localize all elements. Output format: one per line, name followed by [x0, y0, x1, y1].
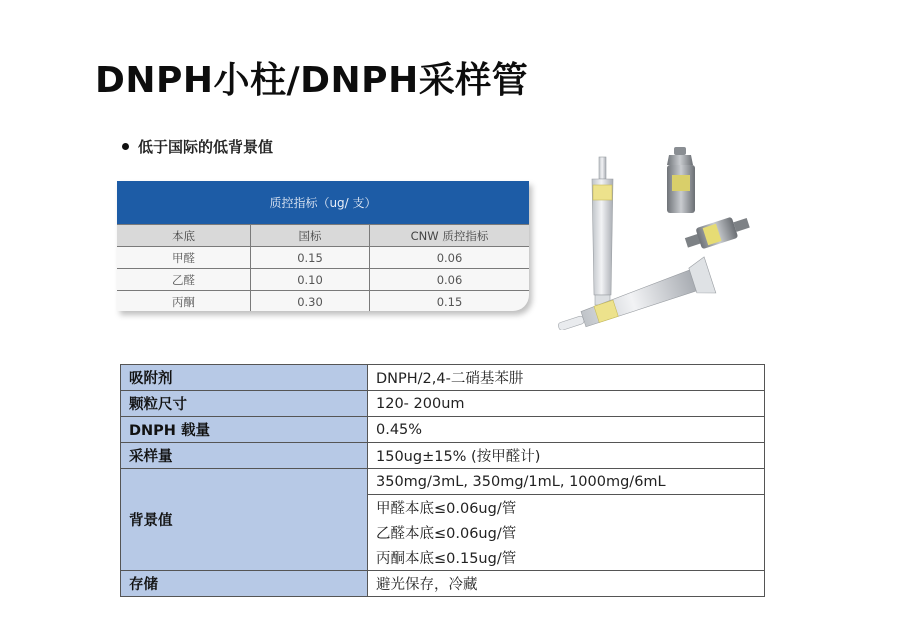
qc-col-header: 国标 — [251, 225, 370, 247]
qc-col-header: CNW 质控指标 — [370, 225, 530, 247]
spec-key: 颗粒尺寸 — [121, 391, 368, 417]
qc-cell: 0.15 — [251, 247, 370, 269]
dnph-cartridge-image — [545, 145, 775, 330]
qc-table-header: 质控指标（ug/ 支） — [117, 181, 529, 224]
diagonal-cartridge — [552, 257, 716, 330]
spec-key: 采样量 — [121, 443, 368, 469]
dark-cartridge — [667, 147, 695, 213]
horizontal-cartridge — [683, 212, 752, 253]
spec-value: 乙醛本底≤0.06ug/管 — [368, 520, 765, 545]
qc-cell: 甲醛 — [117, 247, 251, 269]
qc-cell: 0.10 — [251, 269, 370, 291]
spec-key: DNPH 载量 — [121, 417, 368, 443]
spec-value: 150ug±15% (按甲醛计) — [368, 443, 765, 469]
vertical-cartridge — [592, 157, 613, 305]
qc-row — [117, 269, 529, 291]
qc-column-headers — [117, 225, 529, 247]
spec-key: 吸附剂 — [121, 365, 368, 391]
spec-row — [121, 365, 765, 391]
spec-row — [121, 417, 765, 443]
spec-value: DNPH/2,4-二硝基苯肼 — [368, 365, 765, 391]
qc-cell: 丙酮 — [117, 291, 251, 312]
bullet-point — [122, 136, 273, 157]
qc-col-header: 本底 — [117, 225, 251, 247]
qc-cell: 0.15 — [370, 291, 530, 312]
spec-value: 丙酮本底≤0.15ug/管 — [368, 545, 765, 571]
qc-row — [117, 247, 529, 269]
spec-value: 避光保存，冷藏 — [368, 571, 765, 597]
qc-cell: 乙醛 — [117, 269, 251, 291]
qc-row — [117, 291, 529, 312]
spec-table — [120, 364, 765, 597]
spec-key: 存储 — [121, 571, 368, 597]
spec-value: 甲醛本底≤0.06ug/管 — [368, 495, 765, 521]
spec-key: 背景值 — [121, 469, 368, 571]
qc-cell: 0.06 — [370, 269, 530, 291]
spec-row — [121, 469, 765, 495]
bullet-dot-icon — [122, 143, 129, 150]
qc-table-grid — [117, 224, 529, 311]
page-title: DNPH小柱/DNPH采样管 — [95, 60, 529, 101]
spec-row — [121, 391, 765, 417]
qc-cell: 0.06 — [370, 247, 530, 269]
spec-row — [121, 571, 765, 597]
spec-value: 0.45% — [368, 417, 765, 443]
spec-row — [121, 443, 765, 469]
bullet-text: 低于国际的低背景值 — [138, 138, 274, 156]
spec-value: 120- 200um — [368, 391, 765, 417]
spec-value: 350mg/3mL, 350mg/1mL, 1000mg/6mL — [368, 469, 765, 495]
qc-table — [117, 181, 529, 311]
qc-cell: 0.30 — [251, 291, 370, 312]
